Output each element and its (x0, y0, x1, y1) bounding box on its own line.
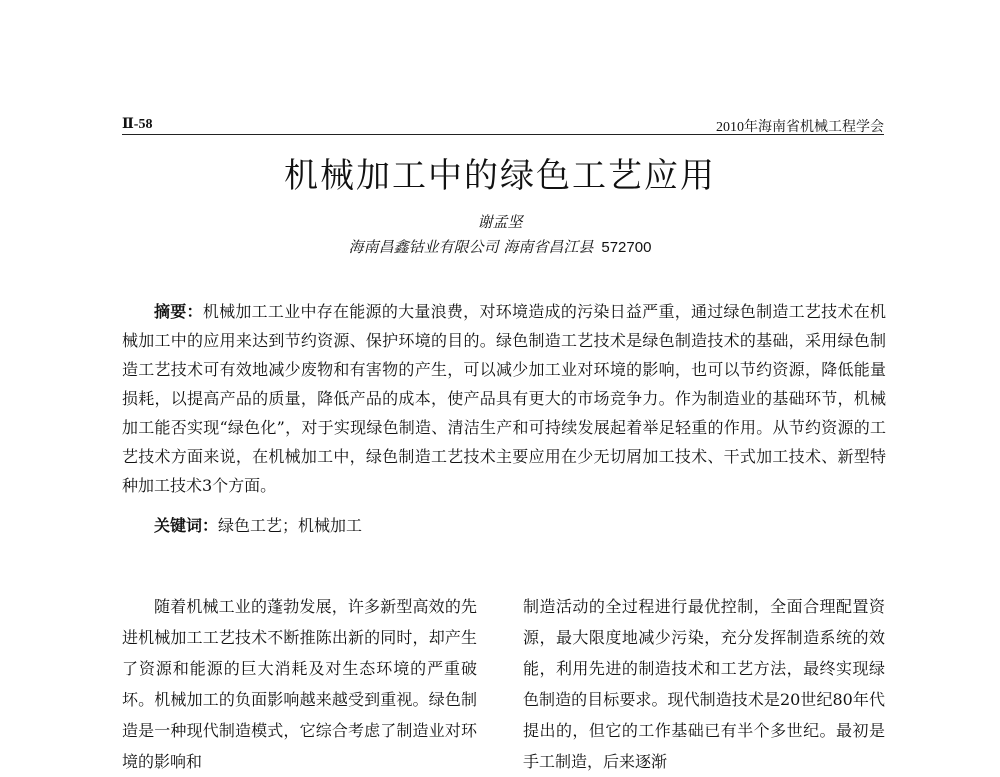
paper-title: 机械加工中的绿色工艺应用 (284, 156, 716, 196)
abstract (122, 297, 886, 500)
body-right-column: 制造活动的全过程进行最优控制，全面合理配置资源，最大限度地减少污染，充分发挥制造系统的效能，利用先进的制造技术和工艺方法，最终实现绿色制造的目标要求。现代制造技术是20世纪80年代提出的，但它的工作基础已有半个多世纪。最初是手工制造，后来逐渐 (523, 597, 885, 771)
abstract-text: 机械加工工业中存在能源的大量浪费，对环境造成的污染日益严重，通过绿色制造工艺技术在机械加工中的应用来达到节约资源、保护环境的目的。绿色制造工艺技术是绿色制造技术的基础，采用绿色制造工艺技术可有效地减少废物和有害物的产生，可以减少加工业对环境的影响，也可以节约资源，降低能量损耗，以提高产品的质量，降低产品的成本，使产品具有更大的市场竞争力。作为制造业的基础环节，机械加工能否实现“绿色化”，对于实现绿色制造、清洁生产和可持续发展起着举足轻重的作用。从节约资源的工艺技术方面来说，在机械加工中，绿色制造工艺技术主要应用在少无切屑加工技术、干式加工技术、新型特种加工技术3个方面。 (122, 302, 886, 495)
author-name: 谢孟坚 (477, 213, 523, 231)
keywords-label: 关键词： (154, 516, 219, 535)
body-left-column: 随着机械工业的蓬勃发展，许多新型高效的先进机械加工工艺技术不断推陈出新的同时，却产生了资源和能源的巨大消耗及对生态环境的严重破坏。机械加工的负面影响越来越受到重视。绿色制造是一种现代制造模式，它综合考虑了制造业对环境的影响和 (122, 597, 477, 771)
author-affiliation (0, 236, 1000, 257)
postal-code: 572700 (601, 239, 652, 256)
keywords-text: 绿色工艺；机械加工 (218, 516, 363, 535)
running-header (122, 112, 884, 135)
page-number: Ⅱ-58 (122, 117, 153, 132)
abstract-label: 摘要： (154, 302, 203, 321)
affiliation-text: 海南昌鑫钴业有限公司 海南省昌江县 (348, 238, 594, 256)
conference-name: 2010年海南省机械工程学会 (716, 120, 884, 135)
keywords (122, 511, 886, 540)
